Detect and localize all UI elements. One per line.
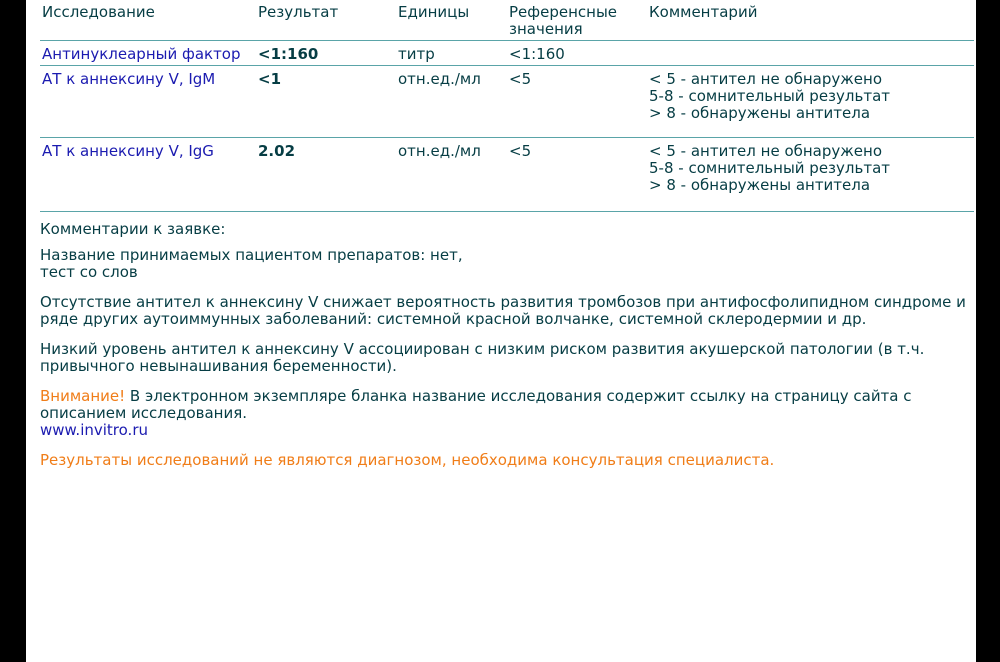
drugs-note bbox=[40, 247, 974, 281]
result-value: <1:160 bbox=[258, 45, 319, 63]
header-reference-line1: Референсные bbox=[509, 3, 618, 21]
units-value: титр bbox=[398, 45, 435, 63]
invitro-link[interactable]: www.invitro.ru bbox=[40, 421, 148, 439]
header-result: Результат bbox=[258, 3, 339, 21]
header-reference bbox=[509, 4, 617, 38]
comment-line: 5-8 - сомнительный результат bbox=[649, 87, 891, 105]
table-row bbox=[40, 138, 974, 212]
comment-value bbox=[649, 143, 890, 194]
attention-note bbox=[40, 388, 974, 422]
drugs-line2: тест со слов bbox=[40, 263, 138, 281]
annexin-note-1: Отсутствие антител к аннексину V снижает вероятность развития тромбозов при антифосфолипидном синдроме и ряде других аутоиммунных заболеваний: системной красной волчанке, системной склеродермии и др. bbox=[40, 293, 966, 328]
result-value: <1 bbox=[258, 70, 282, 88]
study-name-link[interactable]: АТ к аннексину V, IgM bbox=[42, 70, 216, 88]
request-comments bbox=[40, 221, 974, 469]
header-units: Единицы bbox=[398, 3, 470, 21]
lab-report-page bbox=[26, 0, 976, 662]
comment-line: > 8 - обнаружены антитела bbox=[649, 104, 871, 122]
attention-text: В электронном экземпляре бланка название исследования содержит ссылку на страницу сайта с описанием исследования. bbox=[40, 387, 912, 422]
annexin-note-2: Низкий уровень антител к аннексину V ассоциирован с низким риском развития акушерской патологии (в т.ч. привычного невынашивания беременности). bbox=[40, 340, 925, 375]
table-row bbox=[40, 41, 974, 66]
table-row bbox=[40, 66, 974, 138]
disclaimer: Результаты исследований не являются диагнозом, необходима консультация специалиста. bbox=[40, 451, 775, 469]
header-reference-line2: значения bbox=[509, 20, 583, 38]
study-name-link[interactable]: Антинуклеарный фактор bbox=[42, 45, 241, 63]
units-value: отн.ед./мл bbox=[398, 70, 481, 88]
study-name-link[interactable]: АТ к аннексину V, IgG bbox=[42, 142, 214, 160]
left-black-border bbox=[0, 0, 26, 662]
right-black-border bbox=[976, 0, 1000, 662]
reference-value: <5 bbox=[509, 142, 532, 160]
comment-value bbox=[649, 71, 890, 122]
units-value: отн.ед./мл bbox=[398, 142, 481, 160]
header-study: Исследование bbox=[42, 3, 155, 21]
results-table bbox=[40, 0, 974, 212]
result-value: 2.02 bbox=[258, 142, 296, 160]
attention-label: Внимание! bbox=[40, 387, 126, 405]
reference-value: <1:160 bbox=[509, 45, 565, 63]
header-comment: Комментарий bbox=[649, 3, 758, 21]
table-header-row bbox=[40, 0, 974, 41]
reference-value: <5 bbox=[509, 70, 532, 88]
comment-line: 5-8 - сомнительный результат bbox=[649, 159, 891, 177]
site-link bbox=[40, 422, 974, 439]
comment-line: < 5 - антител не обнаружено bbox=[649, 142, 882, 160]
comment-line: < 5 - антител не обнаружено bbox=[649, 70, 882, 88]
drugs-line1: Название принимаемых пациентом препаратов: нет, bbox=[40, 246, 463, 264]
comments-heading: Комментарии к заявке: bbox=[40, 220, 226, 238]
comment-line: > 8 - обнаружены антитела bbox=[649, 176, 871, 194]
